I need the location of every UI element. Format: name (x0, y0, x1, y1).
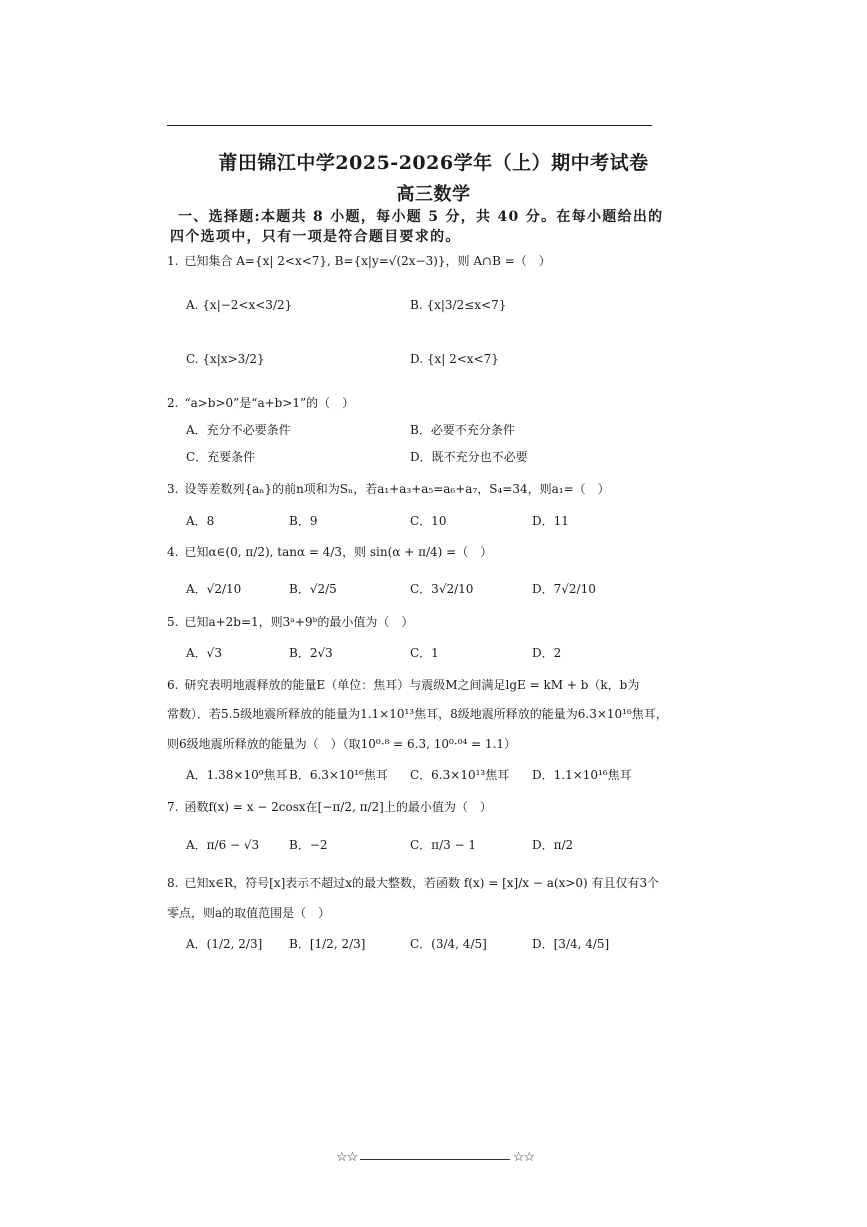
question-8-stem-line2: 零点，则a的取值范围是（ ） (167, 906, 331, 920)
q6-option-d: D．1.1×10¹⁶焦耳 (532, 768, 632, 782)
question-7-stem: 函数f(x) = x − 2cosx在[−π/2, π/2]上的最小值为（ ） (184, 800, 492, 814)
question-3: 3. 设等差数列{aₙ}的前n项和为Sₙ，若a₁+a₃+a₅=a₆+a₇，S₄=34，则a₁=（ ） (167, 482, 610, 496)
q7-option-d: D．π/2 (532, 838, 574, 852)
question-2: 2. “a>b>0”是“a+b>1”的（ ） (167, 396, 355, 410)
q8-option-d: D．[3/4, 4/5] (532, 937, 610, 951)
q4-option-a: A．√2/10 (186, 582, 242, 596)
question-1-stem: 已知集合 A={x| 2<x<7}, B={x|y=√(2x−3)}，则 A∩B =（ ） (184, 254, 551, 268)
q4-option-d: D．7√2/10 (532, 582, 596, 596)
q7-option-a: A．π/6 − √3 (186, 838, 260, 852)
q8-option-c: C．(3/4, 4/5] (410, 937, 487, 951)
q3-option-a: A．8 (186, 514, 215, 528)
q6-option-b: B．6.3×10¹⁶焦耳 (289, 768, 388, 782)
question-4-stem: 已知α∈(0, π/2), tanα = 4/3，则 sin(α + π/4) =（ ） (184, 545, 493, 559)
section-instruction-line2: 四个选项中，只有一项是符合题目要求的。 (170, 229, 461, 245)
question-6-stem-line1: 研究表明地震释放的能量E（单位：焦耳）与震级M之间满足lgE = kM + b（k，b为 (184, 678, 640, 692)
q8-option-a: A．(1/2, 2/3] (186, 937, 263, 951)
q2-option-b: B．必要不充分条件 (410, 423, 515, 437)
question-6-stem-line3: 则6级地震所释放的能量为（ ）（取10⁰·⁸ = 6.3, 10⁰·⁰⁴ = 1.1） (167, 737, 517, 751)
section-instruction-line1: 一、选择题:本题共 8 小题，每小题 5 分，共 40 分。在每小题给出的 (178, 209, 664, 225)
q2-option-d: D．既不充分也不必要 (410, 450, 528, 464)
question-7: 7. 函数f(x) = x − 2cosx在[−π/2, π/2]上的最小值为（ ） (167, 800, 492, 814)
q3-option-c: C．10 (410, 514, 447, 528)
q1-option-d: D. {x| 2<x<7} (410, 352, 499, 366)
q1-option-c: C. {x|x>3/2} (186, 352, 265, 366)
star-icon: ☆☆ (512, 1150, 534, 1165)
exam-subject: 高三数学 (396, 184, 471, 205)
q5-option-a: A．√3 (186, 646, 222, 660)
q7-option-b: B．−2 (289, 838, 328, 852)
question-1: 1. 已知集合 A={x| 2<x<7}, B={x|y=√(2x−3)}，则 A∩B =（ ） (167, 254, 551, 268)
q3-option-d: D．11 (532, 514, 569, 528)
q7-option-c: C．π/3 − 1 (410, 838, 477, 852)
q4-option-b: B．√2/5 (289, 582, 337, 596)
question-5-stem: 已知a+2b=1，则3ᵃ+9ᵇ的最小值为（ ） (184, 615, 414, 629)
q8-option-b: B．[1/2, 2/3] (289, 937, 366, 951)
question-8: 8. 已知x∈R，符号[x]表示不超过x的最大整数，若函数 f(x) = [x]/x − a(x>0) 有且仅有3个 (167, 876, 660, 890)
q4-option-c: C．3√2/10 (410, 582, 474, 596)
question-6-stem-line2: 常数）．若5.5级地震所释放的能量为1.1×10¹³焦耳，8级地震所释放的能量为6.3×10¹⁶焦耳， (167, 707, 668, 721)
q6-option-c: C．6.3×10¹³焦耳 (410, 768, 510, 782)
question-5: 5. 已知a+2b=1，则3ᵃ+9ᵇ的最小值为（ ） (167, 615, 414, 629)
star-icon: ☆☆ (336, 1150, 358, 1165)
q5-option-d: D．2 (532, 646, 562, 660)
q5-option-b: B．2√3 (289, 646, 333, 660)
q2-option-a: A．充分不必要条件 (186, 423, 291, 437)
q5-option-c: C．1 (410, 646, 439, 660)
question-3-stem: 设等差数列{aₙ}的前n项和为Sₙ，若a₁+a₃+a₅=a₆+a₇，S₄=34，则a₁=（ ） (184, 482, 610, 496)
footer-divider (360, 1159, 510, 1160)
page-footer-ornament (336, 1150, 534, 1170)
q1-option-a: A. {x|−2<x<3/2} (186, 298, 293, 312)
question-8-stem-line1: 已知x∈R，符号[x]表示不超过x的最大整数，若函数 f(x) = [x]/x − a(x>0) 有且仅有3个 (184, 876, 660, 890)
question-6: 6. 研究表明地震释放的能量E（单位：焦耳）与震级M之间满足lgE = kM + b（k，b为 (167, 678, 640, 692)
q6-option-a: A．1.38×10⁹焦耳 (186, 768, 288, 782)
q2-option-c: C．充要条件 (186, 450, 256, 464)
top-rule (167, 125, 652, 126)
q1-option-b: B. {x|3/2≤x<7} (410, 298, 507, 312)
question-2-stem: “a>b>0”是“a+b>1”的（ ） (184, 396, 355, 410)
question-4: 4. 已知α∈(0, π/2), tanα = 4/3，则 sin(α + π/4) =（ ） (167, 545, 493, 559)
q3-option-b: B．9 (289, 514, 318, 528)
exam-title: 莆田锦江中学2025-2026学年（上）期中考试卷 (218, 152, 649, 174)
